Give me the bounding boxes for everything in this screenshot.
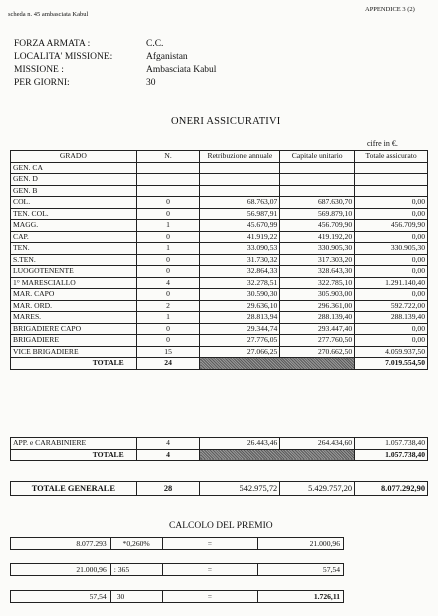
grado-cell: COL. <box>11 197 137 209</box>
currency-note: cifre in €. <box>367 139 398 148</box>
capitale-cell: 569.879,10 <box>280 208 355 220</box>
retribuzione-cell: 41.919,22 <box>200 231 280 243</box>
calcolo-equals: = <box>162 591 258 603</box>
capitale-cell: 296.361,00 <box>280 300 355 312</box>
totale-generale-retribuzione: 542.975,72 <box>200 482 280 496</box>
grado-cell: MAGG. <box>11 220 137 232</box>
totale-cell: 456.709,90 <box>355 220 428 232</box>
totale-cell: 0,00 <box>355 266 428 278</box>
grado-cell: MAR. ORD. <box>11 300 137 312</box>
totale-cell: 330.905,30 <box>355 243 428 255</box>
n-cell: 4 <box>136 438 200 450</box>
table-row <box>11 243 428 255</box>
capitale-cell: 277.760,50 <box>280 335 355 347</box>
retribuzione-cell: 31.730,32 <box>200 254 280 266</box>
retribuzione-cell: 28.813,94 <box>200 312 280 324</box>
retribuzione-cell: 33.090,53 <box>200 243 280 255</box>
table-row <box>11 335 428 347</box>
retribuzione-cell: 29.636,10 <box>200 300 280 312</box>
totale-cell: 0,00 <box>355 289 428 301</box>
totale-row <box>11 449 428 461</box>
section-title: ONERI ASSICURATIVI <box>171 116 281 127</box>
table-row <box>11 312 428 324</box>
retribuzione-cell: 29.344,74 <box>200 323 280 335</box>
totale-cell: 0,00 <box>355 208 428 220</box>
retribuzione-cell: 68.763,07 <box>200 197 280 209</box>
grado-cell: GEN. CA <box>11 162 137 174</box>
table-row <box>11 220 428 232</box>
retribuzione-cell <box>200 162 280 174</box>
table-row <box>11 538 344 550</box>
capitale-cell: 687.630,70 <box>280 197 355 209</box>
totale-generale-assicurato: 8.077.292,90 <box>355 482 428 496</box>
grado-cell: VICE BRIGADIERE <box>11 346 137 358</box>
calcolo-operator: 30 <box>110 591 162 603</box>
info-label-localita: LOCALITA' MISSIONE: <box>14 52 113 62</box>
capitale-cell: 456.709,90 <box>280 220 355 232</box>
table-row <box>11 438 428 450</box>
totale-label: TOTALE <box>11 358 137 370</box>
calcolo-value-a: 8.077.293 <box>11 538 111 550</box>
calcolo-value-a: 21.000,96 <box>11 564 111 576</box>
retribuzione-cell <box>200 185 280 197</box>
grado-cell: GEN. D <box>11 174 137 186</box>
capitale-cell: 293.447,40 <box>280 323 355 335</box>
table-row <box>11 289 428 301</box>
calcolo-result: 1.726,11 <box>258 591 344 603</box>
capitale-cell: 270.662,50 <box>280 346 355 358</box>
grado-cell: TEN. <box>11 243 137 255</box>
calcolo-result: 57,54 <box>258 564 344 576</box>
table-row <box>11 185 428 197</box>
n-cell: 0 <box>136 266 200 278</box>
n-cell: 0 <box>136 323 200 335</box>
n-cell <box>136 174 200 186</box>
totale-cell: 0,00 <box>355 254 428 266</box>
capitale-cell <box>280 185 355 197</box>
table-row <box>11 277 428 289</box>
totale-cell: 4.059.937,50 <box>355 346 428 358</box>
capitale-cell: 305.903,00 <box>280 289 355 301</box>
rank-rows <box>11 162 428 358</box>
table-row <box>11 208 428 220</box>
totale-assicurato: 7.019.554,50 <box>355 358 428 370</box>
info-value-missione: Ambasciata Kabul <box>146 65 217 75</box>
table-row <box>11 323 428 335</box>
totale-generale-table <box>10 481 428 496</box>
table-row <box>11 174 428 186</box>
grado-cell: GEN. B <box>11 185 137 197</box>
totale-row <box>11 358 428 370</box>
totale-generale-row <box>11 482 428 496</box>
table-row <box>11 254 428 266</box>
calcolo-row-1 <box>10 537 344 550</box>
info-label-forza-armata: FORZA ARMATA : <box>14 39 91 49</box>
n-cell: 0 <box>136 335 200 347</box>
totale-cell: 0,00 <box>355 231 428 243</box>
totale-cell: 0,00 <box>355 197 428 209</box>
info-label-missione: MISSIONE : <box>14 65 64 75</box>
header-totale: Totale assicurato <box>355 151 428 163</box>
n-cell: 4 <box>136 277 200 289</box>
calcolo-operator: : 365 <box>110 564 162 576</box>
n-cell: 0 <box>136 231 200 243</box>
totale-cell: 1.291.140,40 <box>355 277 428 289</box>
calcolo-equals: = <box>162 538 258 550</box>
info-label-giorni: PER GIORNI: <box>14 78 70 88</box>
grado-cell: MARES. <box>11 312 137 324</box>
calcolo-value-a: 57,54 <box>11 591 111 603</box>
header-grado: GRADO <box>11 151 137 163</box>
retribuzione-cell: 26.443,46 <box>200 438 280 450</box>
table-row <box>11 591 344 603</box>
capitale-cell: 317.303,20 <box>280 254 355 266</box>
capitale-cell: 330.905,30 <box>280 243 355 255</box>
totale-generale-label: TOTALE GENERALE <box>11 482 137 496</box>
grado-cell: BRIGADIERE CAPO <box>11 323 137 335</box>
grado-cell: TEN. COL. <box>11 208 137 220</box>
retribuzione-cell: 32.864,33 <box>200 266 280 278</box>
grado-cell: S.TEN. <box>11 254 137 266</box>
grado-cell: 1° MARESCIALLO <box>11 277 137 289</box>
calcolo-row-2 <box>10 563 344 576</box>
totale-cell: 592.722,00 <box>355 300 428 312</box>
retribuzione-cell: 45.670,99 <box>200 220 280 232</box>
capitale-cell <box>280 162 355 174</box>
totale-cell: 0,00 <box>355 335 428 347</box>
retribuzione-cell: 56.987,91 <box>200 208 280 220</box>
grado-cell: CAP. <box>11 231 137 243</box>
table-header-row <box>11 151 428 163</box>
retribuzione-cell: 27.066,25 <box>200 346 280 358</box>
appendix-label: APPENDICE 3 (2) <box>365 6 415 13</box>
totale-cell <box>355 174 428 186</box>
totale-cell: 0,00 <box>355 323 428 335</box>
totale-cell <box>355 185 428 197</box>
calcolo-result: 21.000,96 <box>258 538 344 550</box>
n-cell: 1 <box>136 220 200 232</box>
grado-cell: LUOGOTENENTE <box>11 266 137 278</box>
grado-cell: BRIGADIERE <box>11 335 137 347</box>
table-row <box>11 300 428 312</box>
totale-n: 4 <box>136 449 200 461</box>
calcolo-row-3 <box>10 590 344 603</box>
grado-cell: APP. e CARABINIERE <box>11 438 137 450</box>
retribuzione-cell: 30.590,30 <box>200 289 280 301</box>
shaded-cell <box>200 358 355 370</box>
capitale-cell: 322.785,10 <box>280 277 355 289</box>
n-cell: 0 <box>136 208 200 220</box>
capitale-cell: 419.192,20 <box>280 231 355 243</box>
insurance-table <box>10 150 428 370</box>
n-cell: 1 <box>136 312 200 324</box>
table-row <box>11 266 428 278</box>
totale-cell: 1.057.738,40 <box>355 438 428 450</box>
n-cell <box>136 185 200 197</box>
totale-assicurato: 1.057.738,40 <box>355 449 428 461</box>
retribuzione-cell: 27.776,05 <box>200 335 280 347</box>
capitale-cell <box>280 174 355 186</box>
calcolo-title: CALCOLO DEL PREMIO <box>169 521 273 531</box>
totale-generale-capitale: 5.429.757,20 <box>280 482 355 496</box>
n-cell: 0 <box>136 254 200 266</box>
table-row <box>11 197 428 209</box>
n-cell: 2 <box>136 300 200 312</box>
calcolo-equals: = <box>162 564 258 576</box>
n-cell: 1 <box>136 243 200 255</box>
totale-generale-n: 28 <box>136 482 200 496</box>
retribuzione-cell <box>200 174 280 186</box>
totale-label: TOTALE <box>11 449 137 461</box>
n-cell: 0 <box>136 289 200 301</box>
calcolo-operator: *0,260% <box>110 538 162 550</box>
grado-cell: MAR. CAPO <box>11 289 137 301</box>
table-row <box>11 564 344 576</box>
n-cell <box>136 162 200 174</box>
totale-cell <box>355 162 428 174</box>
info-value-localita: Afganistan <box>146 52 188 62</box>
header-n: N. <box>136 151 200 163</box>
retribuzione-cell: 32.278,51 <box>200 277 280 289</box>
totale-cell: 288.139,40 <box>355 312 428 324</box>
document-reference: scheda n. 45 ambasciata Kabul <box>8 11 89 18</box>
capitale-cell: 264.434,60 <box>280 438 355 450</box>
capitale-cell: 328.643,30 <box>280 266 355 278</box>
shaded-cell <box>200 449 355 461</box>
header-capitale: Capitale unitario <box>280 151 355 163</box>
n-cell: 0 <box>136 197 200 209</box>
info-value-giorni: 30 <box>146 78 156 88</box>
table-row <box>11 231 428 243</box>
totale-n: 24 <box>136 358 200 370</box>
capitale-cell: 288.139,40 <box>280 312 355 324</box>
info-value-forza-armata: C.C. <box>146 39 164 49</box>
table-row <box>11 162 428 174</box>
carabinieri-table <box>10 437 428 461</box>
header-retribuzione: Retribuzione annuale <box>200 151 280 163</box>
table-row <box>11 346 428 358</box>
n-cell: 15 <box>136 346 200 358</box>
